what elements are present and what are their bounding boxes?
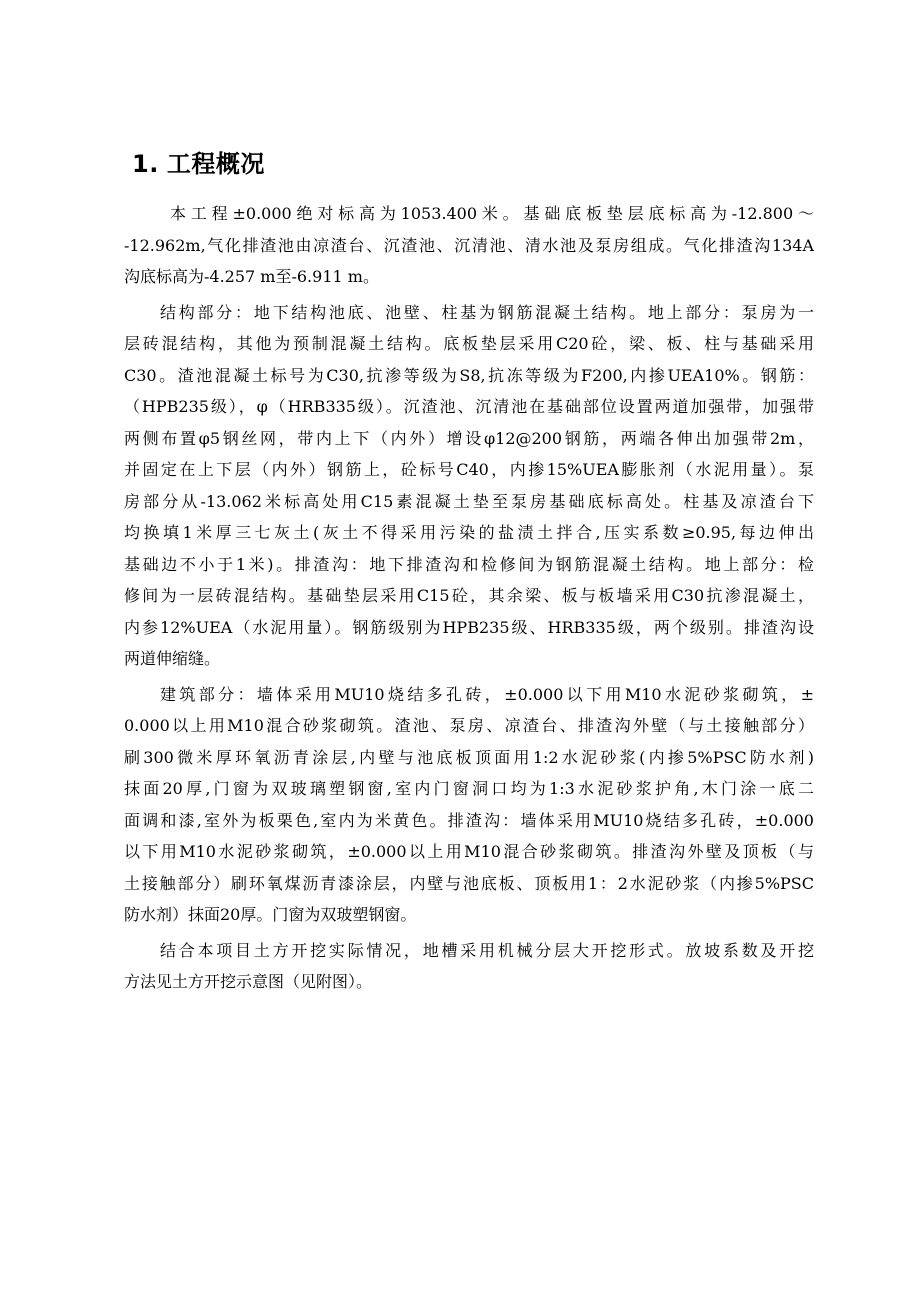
section-number: 1. [132, 150, 159, 178]
text-line: 本工程±0.000绝对标高为1053.400米。基础底板垫层底标高为-12.800～ [170, 204, 814, 223]
text-line: 面调和漆,室外为板栗色,室内为米黄色。排渣沟：墙体采用MU10烧结多孔砖，±0.000 [124, 810, 814, 830]
text-line: 土接触部分）刷环氧煤沥青漆涂层，内壁与池底板、顶板用1：2水泥砂浆（内掺5%PSC [124, 873, 814, 893]
text-line: 结合本项目土方开挖实际情况，地槽采用机械分层大开挖形式。放坡系数及开挖 [160, 940, 814, 960]
paragraph-excavation [124, 935, 814, 998]
text-line: 刷300微米厚环氧沥青涂层,内壁与池底板顶面用1:2水泥砂浆(内掺5%PSC防水剂) [124, 747, 814, 767]
text-line: 层砖混结构，其他为预制混凝土结构。底板垫层采用C20砼，梁、板、柱与基础采用 [124, 334, 814, 353]
section-heading [132, 146, 265, 182]
text-line: C30。渣池混凝土标号为C30,抗渗等级为S8,抗冻等级为F200,内掺UEA10%。钢筋： [124, 365, 814, 385]
paragraph-architecture [124, 679, 814, 931]
paragraph-structure [124, 297, 814, 675]
text-line: 沟底标高为-4.257 m至-6.911 m。 [124, 267, 379, 286]
text-line: 并固定在上下层（内外）钢筋上，砼标号C40，内掺15%UEA膨胀剂（水泥用量）。泵 [124, 460, 814, 479]
text-line: 修间为一层砖混结构。基础垫层采用C15砼，其余梁、板与板墙采用C30抗渗混凝土， [124, 586, 814, 605]
text-line: 抹面20厚,门窗为双玻璃塑钢窗,室内门窗洞口均为1:3水泥砂浆护角,木门涂一底二 [124, 779, 814, 798]
text-line: 方法见土方开挖示意图（见附图）。 [124, 972, 373, 991]
text-line: 防水剂）抹面20厚。门窗为双玻塑钢窗。 [124, 905, 417, 924]
text-line: -12.962m,气化排渣池由凉渣台、沉渣池、沉清池、清水池及泵房组成。气化排渣沟134A [124, 235, 814, 255]
text-line: 结构部分：地下结构池底、池壁、柱基为钢筋混凝土结构。地上部分：泵房为一 [160, 302, 814, 322]
text-line: 房部分从-13.062米标高处用C15素混凝土垫至泵房基础底标高处。柱基及凉渣台下 [124, 491, 814, 511]
text-line: 均换填1米厚三七灰土(灰土不得采用污染的盐渍土拌合,压实系数≥0.95,每边伸出 [124, 523, 814, 542]
text-line: 以下用M10水泥砂浆砌筑，±0.000以上用M10混合砂浆砌筑。排渣沟外壁及顶板（与 [124, 842, 814, 861]
text-line: 基础边不小于1米)。排渣沟：地下排渣沟和检修间为钢筋混凝土结构。地上部分：检 [124, 554, 814, 574]
text-line: 0.000以上用M10混合砂浆砌筑。渣池、泵房、凉渣台、排渣沟外壁（与土接触部分） [124, 716, 814, 735]
text-line: 内参12%UEA（水泥用量）。钢筋级别为HPB235级、HRB335级，两个级别。排渣沟设 [124, 617, 814, 637]
text-line: 建筑部分：墙体采用MU10烧结多孔砖，±0.000以下用M10水泥砂浆砌筑，± [160, 684, 814, 704]
section-title: 工程概况 [166, 150, 265, 178]
document-body [124, 198, 814, 1002]
paragraph-overview [124, 198, 814, 293]
text-line: 两道伸缩缝。 [124, 649, 221, 668]
text-line: 两侧布置φ5钢丝网，带内上下（内外）增设φ12@200钢筋，两端各伸出加强带2m， [124, 428, 814, 448]
text-line: （HPB235级），φ（HRB335级）。沉渣池、沉清池在基础部位设置两道加强带，加强带 [124, 397, 814, 416]
